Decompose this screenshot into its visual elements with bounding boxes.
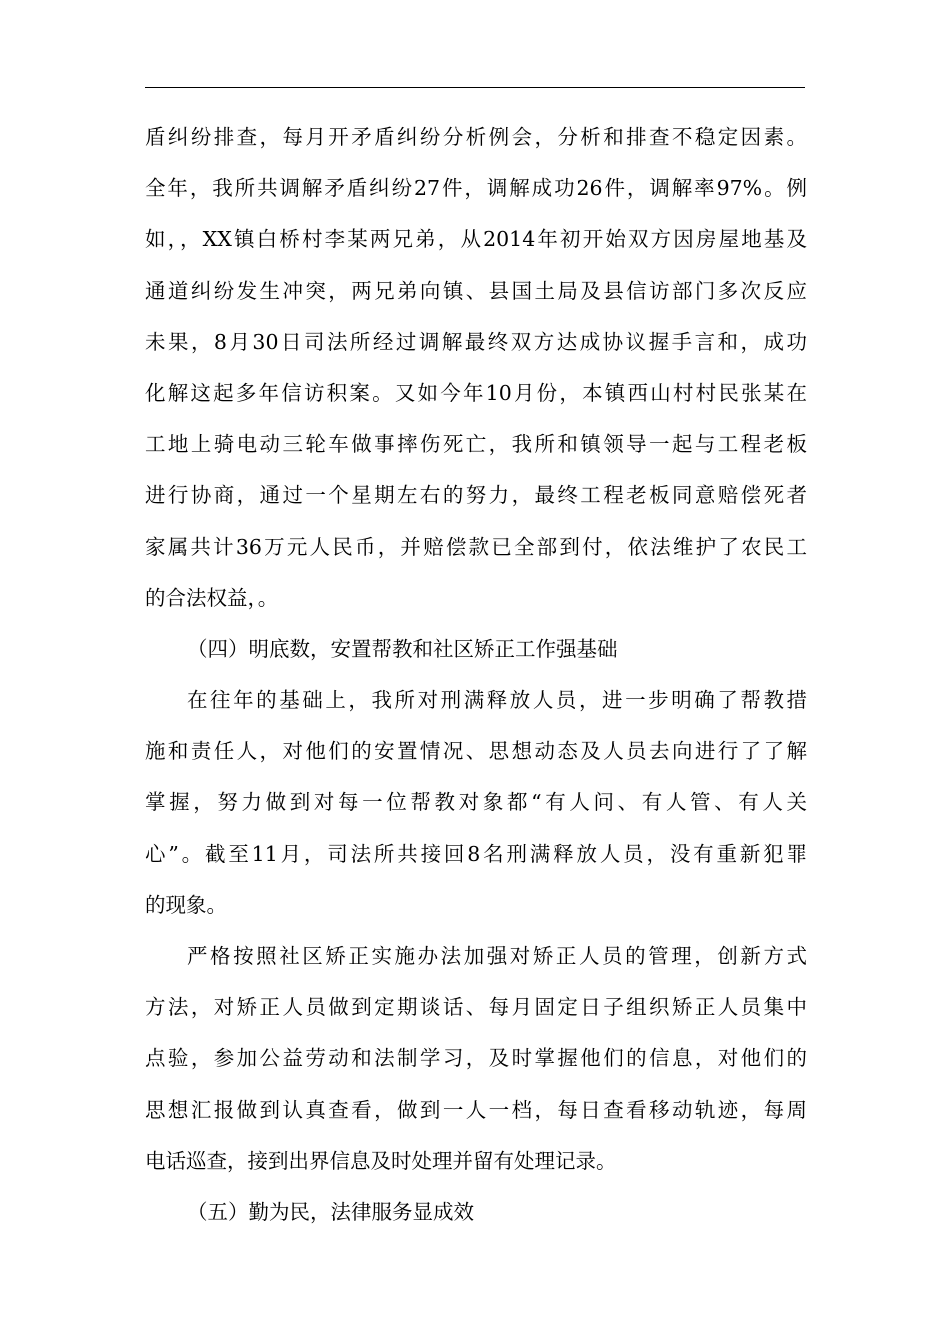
text-line: 施和责任人，对他们的安置情况、思想动态及人员去向进行了了解	[145, 739, 807, 764]
text-line: 通道纠纷发生冲突，两兄弟向镇、县国土局及县信访部门多次反应	[145, 278, 807, 303]
text-line: 点验，参加公益劳动和法制学习，及时掌握他们的信息，对他们的	[145, 1046, 807, 1071]
text-line: 全年，我所共调解矛盾纠纷27件，调解成功26件，调解率97%。例	[145, 176, 807, 201]
text-line: 思想汇报做到认真查看，做到一人一档，每日查看移动轨迹，每周	[145, 1097, 807, 1122]
text-line: 家属共计36万元人民币，并赔偿款已全部到付，依法维护了农民工	[145, 534, 807, 559]
text-line: 心”。截至11月，司法所共接回8名刑满释放人员，没有重新犯罪	[145, 841, 807, 866]
section-heading: （五）勤为民，法律服务显成效	[187, 1199, 474, 1224]
header-rule	[145, 87, 805, 88]
text-line: 在往年的基础上，我所对刑满释放人员，进一步明确了帮教措	[187, 688, 807, 713]
text-line: 化解这起多年信访积案。又如今年10月份，本镇西山村村民张某在	[145, 380, 807, 405]
text-line: 的现象。	[145, 892, 227, 917]
text-line: 进行协商，通过一个星期左右的努力，最终工程老板同意赔偿死者	[145, 483, 807, 508]
text-line: 掌握，努力做到对每一位帮教对象都“有人问、有人管、有人关	[145, 790, 807, 815]
text-line: 的合法权益，。	[145, 585, 279, 610]
text-line: 方法，对矫正人员做到定期谈话、每月固定日子组织矫正人员集中	[145, 995, 807, 1020]
text-line: 盾纠纷排查，每月开矛盾纠纷分析例会，分析和排查不稳定因素。	[145, 125, 807, 149]
section-heading: （四）明底数，安置帮教和社区矫正工作强基础	[187, 636, 618, 661]
text-line: 如，，XX镇白桥村李某两兄弟，从2014年初开始双方因房屋地基及	[145, 227, 807, 252]
text-line: 电话巡查，接到出界信息及时处理并留有处理记录。	[145, 1148, 617, 1173]
text-line: 严格按照社区矫正实施办法加强对矫正人员的管理，创新方式	[187, 944, 807, 968]
text-line: 未果，8月30日司法所经过调解最终双方达成协议握手言和，成功	[145, 329, 807, 354]
text-line: 工地上骑电动三轮车做事摔伤死亡，我所和镇领导一起与工程老板	[145, 432, 807, 457]
document-body	[145, 112, 807, 1238]
